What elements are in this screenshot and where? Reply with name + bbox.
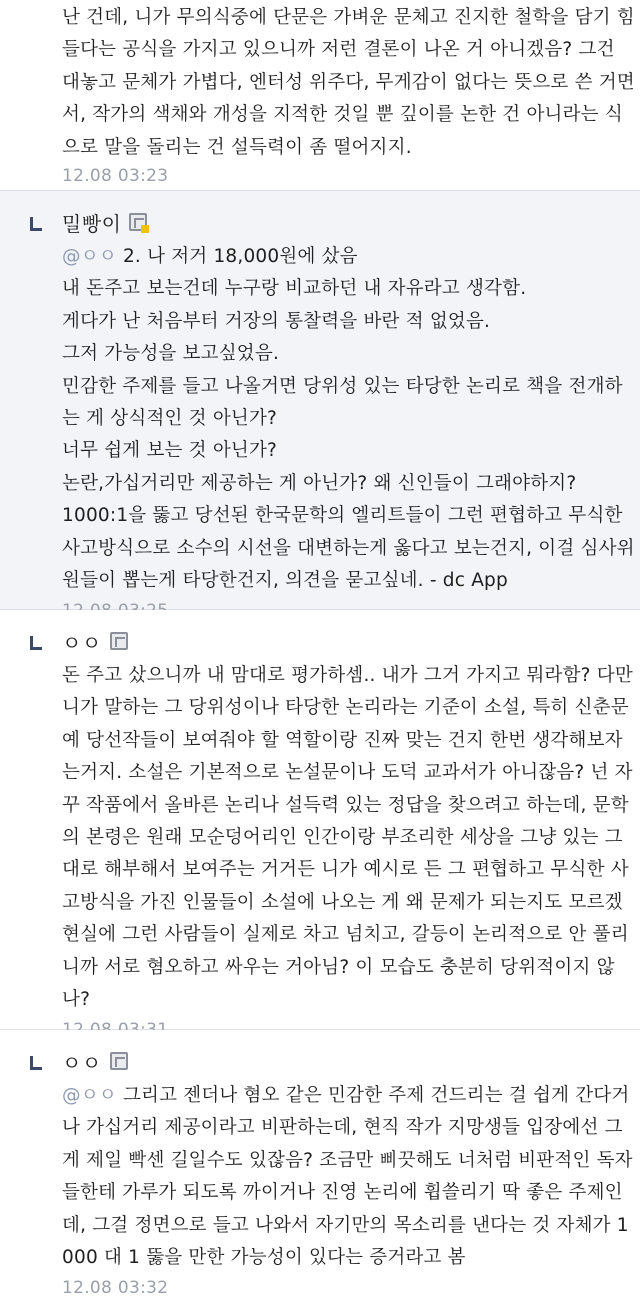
comment-line: 들한테 가루가 되도록 까이거나 진영 논리에 휩쓸리기 딱 좋은 주제인 <box>62 1182 623 1204</box>
comment-line-text: 그리고 젠더나 혐오 같은 민감한 주제 건드리는 걸 쉽게 간다거 <box>122 1085 630 1106</box>
reply-comment <box>0 610 640 1030</box>
comment-line: 데, 그걸 정면으로 들고 나와서 자기만의 목소리를 낸다는 것 자체가 1 <box>62 1214 629 1236</box>
comment-line: 난 건데, 니가 무의식중에 단문은 가벼운 문체고 진지한 철학을 담기 힘 <box>62 7 635 28</box>
reply-arrow-icon <box>30 636 42 650</box>
comment-line: 원들이 뽑는게 타당한건지, 의견을 묻고싶네. - dc App <box>62 570 508 592</box>
comment <box>0 0 640 191</box>
comment-body <box>62 241 635 597</box>
comment-line: 나 가십거리 제공이라고 비판하는데, 현직 작가 지망생들 입장에선 그 <box>62 1117 623 1139</box>
comment-line: 들다는 공식을 가지고 있으니까 저런 결론이 나온 거 아니겠음? 그건 <box>62 39 615 61</box>
reply-arrow-icon <box>30 1056 42 1070</box>
reply-comment <box>0 191 640 610</box>
comment-line: 의 본령은 원래 모순덩어리인 인간이랑 부조리한 세상을 그냥 있는 그 <box>62 827 623 849</box>
comment-line: 000 대 1 뚫을 만한 가능성이 있다는 증거라고 봄 <box>62 1247 466 1269</box>
comment-line-text: 2. 나 저거 18,000원에 샀음 <box>122 246 358 267</box>
comment-line: 현실에 그런 사람들이 실제로 차고 넘치고, 갈등이 논리적으로 안 풀리 <box>62 924 629 946</box>
comment-body <box>62 660 633 1016</box>
comment-line: 사고방식으로 소수의 시선을 대변하는게 옳다고 보는건지, 이걸 심사위 <box>62 537 635 559</box>
reply-comment <box>0 1030 640 1298</box>
comment-line: 대로 해부해서 보여주는 거거든 니가 예시로 든 그 편협하고 무식한 사 <box>62 859 629 881</box>
comment-author <box>62 1042 614 1080</box>
comment-line: 는거지. 소설은 기본적으로 논설문이나 도덕 교과서가 아니잖음? 넌 자 <box>62 762 633 784</box>
comment-line: 너무 쉽게 보는 것 아닌가? <box>62 440 278 462</box>
comment-timestamp: 12.08 03:32 <box>62 1278 169 1298</box>
comment-line: 돈 주고 샀으니까 내 맘대로 평가하셈.. 내가 그거 가지고 뭐라함? 다만 <box>62 665 633 686</box>
author-nickname[interactable]: ㅇㅇ <box>62 1050 102 1075</box>
mention-link[interactable]: @ㅇㅇ <box>62 1085 117 1106</box>
comment-line: 그저 가능성을 보고싶었음. <box>62 343 280 365</box>
comment-line <box>62 241 614 273</box>
comment-line: 대놓고 문체가 가볍다, 엔터성 위주다, 무게감이 없다는 뜻으로 쓴 거면 <box>62 71 635 93</box>
comment-line: 는 게 상식적인 것 아닌가? <box>62 408 278 430</box>
comment-line: 민감한 주제를 들고 나올거면 당위성 있는 타당한 논리로 책을 전개하 <box>62 375 623 397</box>
comment-line: 꾸 작품에서 올바른 논리나 설득력 있는 정답을 찾으려고 하는데, 문학 <box>62 794 629 816</box>
comment-line: 나? <box>62 989 91 1011</box>
comment-body <box>62 2 635 164</box>
comment-line <box>62 1080 630 1112</box>
author-nickname[interactable]: ㅇㅇ <box>62 630 102 655</box>
comment-line: 1000:1을 뚫고 당선된 한국문학의 엘리트들이 그런 편협하고 무식한 <box>62 505 623 527</box>
comment-line: 니가 말하는 그 당위성이나 타당한 논리라는 기준이 소설, 특히 신춘문 <box>62 697 629 719</box>
comment-line: 논란,가십거리만 제공하는 게 아닌가? 왜 신인들이 그래야하지? <box>62 472 577 494</box>
comment-line: 고방식을 가진 인물들이 소설에 나오는 게 왜 문제가 되는지도 모르겠 <box>62 891 623 913</box>
comment-body <box>62 1080 633 1274</box>
comment-timestamp: 12.08 03:23 <box>62 166 169 187</box>
comment-author <box>62 622 614 660</box>
comment-line: 니까 서로 혐오하고 싸우는 거아님? 이 모습도 충분히 당위적이지 않 <box>62 956 615 978</box>
mention-link[interactable]: @ㅇㅇ <box>62 246 117 267</box>
user-icon <box>110 632 128 650</box>
comment-author <box>62 203 614 241</box>
comment-line: 으로 말을 돌리는 건 설득력이 좀 떨어지지. <box>62 136 412 158</box>
comment-line: 서, 작가의 색채와 개성을 지적한 것일 뿐 깊이를 논한 건 아니라는 식 <box>62 104 623 126</box>
reply-arrow-icon <box>30 217 42 231</box>
comment-line: 내 돈주고 보는건데 누구랑 비교하던 내 자유라고 생각함. <box>62 278 527 300</box>
comment-line: 게다가 난 처음부터 거장의 통찰력을 바란 적 없었음. <box>62 310 491 332</box>
comment-line: 게 제일 빡센 길일수도 있잖음? 조금만 삐끗해도 너처럼 비판적인 독자 <box>62 1149 633 1171</box>
user-icon <box>110 1052 128 1070</box>
fixed-nick-icon <box>129 213 147 231</box>
author-nickname[interactable]: 밀빵이 <box>62 211 122 236</box>
comment-line: 예 당선작들이 보여줘야 할 역할이랑 진짜 맞는 건지 한번 생각해보자 <box>62 729 623 751</box>
